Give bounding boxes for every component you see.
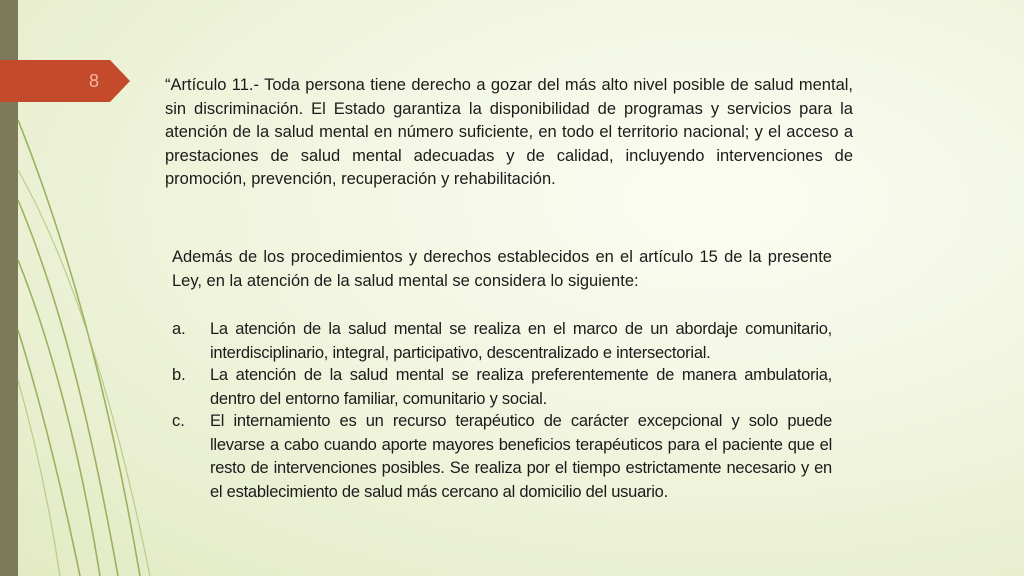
slide-number: 8 [88,71,99,91]
list-marker: b. [172,366,186,384]
list-item-text: El internamiento es un recurso terapéutico de carácter excepcional y solo puede llevarse a cabo cuando aporte mayores beneficios terapéuticos para el paciente que el resto de intervenciones posibles. Se realiza por el tiempo estrictamente necesario y en el establecimiento de salud más cercano al domicilio del usuario. [210,412,832,501]
list-item-text: La atención de la salud mental se realiza en el marco de un abordaje comunitario, interdisciplinario, integral, participativo, descentralizado e intersectorial. [210,320,832,362]
list-item-text: La atención de la salud mental se realiza preferentemente de manera ambulatoria, dentro del entorno familiar, comunitario y social. [210,366,832,408]
list-marker: a. [172,320,186,338]
article-quote-paragraph: “Artículo 11.- Toda persona tiene derecho a gozar del más alto nivel posible de salud mental, sin discriminación. El Estado garantiza la disponibilidad de programas y servicios para la atención de la salud mental en número suficiente, en todo el territorio nacional; y el acceso a prestaciones de salud mental adecuadas y de calidad, incluyendo intervenciones de promoción, prevención, recuperación y rehabilitación. [165,76,853,188]
intro-paragraph: Además de los procedimientos y derechos establecidos en el artículo 15 de la presente Ley, en la atención de la salud mental se considera lo siguiente: [172,248,832,290]
list-marker: c. [172,412,185,430]
